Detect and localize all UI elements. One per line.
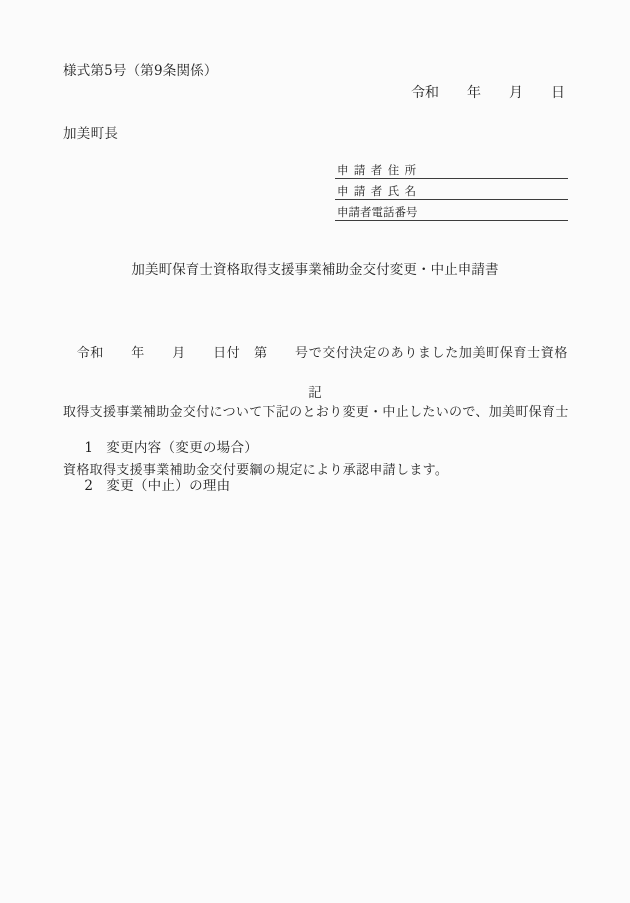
list-item-2-number: 2 xyxy=(84,478,94,494)
applicant-address-field xyxy=(335,158,568,179)
applicant-address-label: 申請者住所 xyxy=(337,163,422,177)
body-line-2: 取得支援事業補助金交付について下記のとおり変更・中止したいので、加美町保育士 xyxy=(63,404,569,420)
list-item-2 xyxy=(66,461,230,512)
applicant-phone-field xyxy=(335,200,568,221)
list-item-2-text: 変更（中止）の理由 xyxy=(106,478,231,494)
document-title: 加美町保育士資格取得支援事業補助金交付変更・中止申請書 xyxy=(131,262,499,278)
document-date-line: 令和 年 月 日 xyxy=(411,85,565,101)
applicant-block xyxy=(335,158,568,221)
record-heading: 記 xyxy=(308,385,322,401)
applicant-name-label: 申請者氏名 xyxy=(337,184,422,198)
addressee: 加美町長 xyxy=(63,126,119,142)
form-number: 様式第5号（第9条関係） xyxy=(63,63,218,79)
applicant-name-field xyxy=(335,179,568,200)
body-line-3: 資格取得支援事業補助金交付要綱の規定により承認申請します。 xyxy=(63,463,449,478)
applicant-phone-label: 申請者電話番号 xyxy=(337,205,418,219)
body-line-1: 令和 年 月 日付 第 号で交付決定のありました加美町保育士資格 xyxy=(63,346,569,361)
list-item-1-text: 変更内容（変更の場合） xyxy=(106,440,259,456)
list-item-1-number: 1 xyxy=(84,440,94,456)
